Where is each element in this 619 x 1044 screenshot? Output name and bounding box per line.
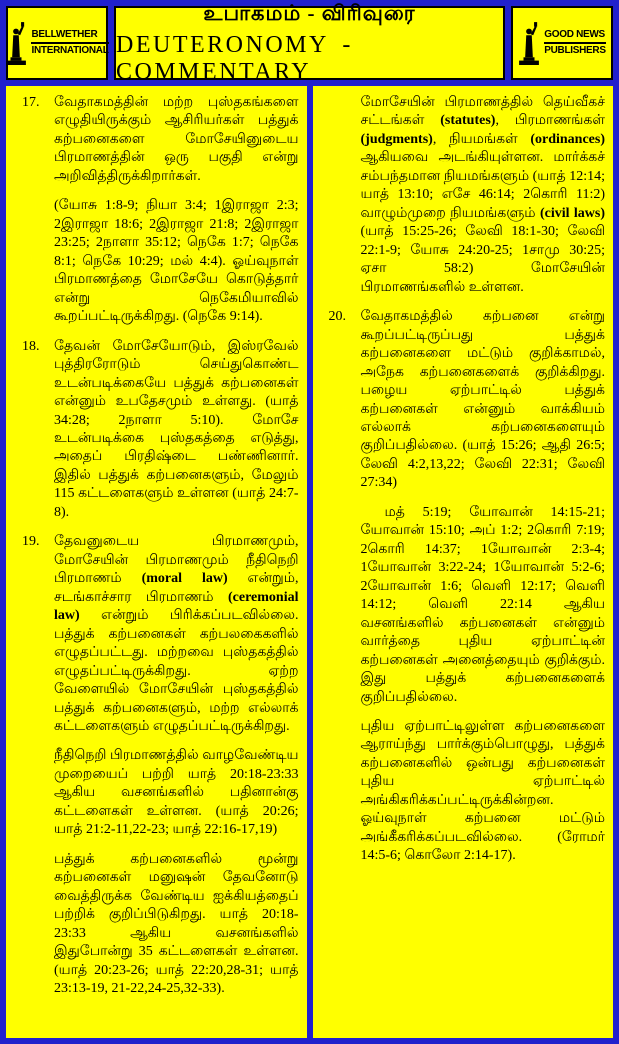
tamil-text: என்றும், சடங்காச்சார பிரமாணம் xyxy=(54,571,299,605)
tamil-text: புதிய ஏற்பாட்டிலுள்ள கற்பனைகளை ஆராய்ந்து பார்க்கும்பொழுது, பத்துக் கற்பனைகளில் ஒன்பது கற்பனைகள் புதிய ஏற்பாட்டில் அங்கிகரிக்கப்பட்டிருக்கின்றன. ஓய்வுநாள் கற்பனை மட்டும் அங்கீகரிக்கப்படவில்லை. (ரோமர் 14:5-6; கொலோ 2:14-17). xyxy=(360,719,605,864)
statue-icon xyxy=(5,16,27,70)
numbered-paragraph xyxy=(321,308,606,493)
page-header xyxy=(6,0,613,85)
paragraph-text xyxy=(54,338,299,523)
paragraph-text xyxy=(54,197,299,326)
item-number xyxy=(321,94,361,297)
logo-line: GOOD NEWS xyxy=(544,29,605,45)
goodnews-logo xyxy=(511,6,613,80)
item-number: 19. xyxy=(22,534,40,550)
tamil-text: ஆகியவை அடங்கியுள்ளன. மார்க்கச் சம்பந்தமான நியமங்களும் (யாத் 12:14; யாத் 13:10; எசே 46:14; 2கொரி 11:2) வாழும்முறை நியமங்களும் xyxy=(360,150,605,221)
goodnews-logo-text xyxy=(544,29,605,58)
logo-line: INTERNATIONAL xyxy=(31,45,109,56)
tamil-text: என்றும் பிரிக்கப்படவில்லை. பத்துக் கற்பனைகள் கற்பலகைகளில் எழுதப்பட்டது. மற்றவை புஸ்தகத்தில் எழுதப்பட்டிருக்கிறது. ஏற்ற வேளையில் மோசேயின் புஸ்தகத்தில் பத்துக் கற்பனைகளும், மற்ற எல்லாக் கட்டளைகளும் எழுதப்பட்டிருக்கிறது. xyxy=(54,608,299,734)
logo-line: BELLWETHER xyxy=(31,29,108,45)
title-box xyxy=(114,0,505,85)
english-term: (moral law) xyxy=(141,571,228,587)
item-number: 17. xyxy=(22,95,40,110)
paragraph xyxy=(14,197,299,326)
paragraph xyxy=(321,94,606,297)
tamil-text: (யாத் 15:25-26; லேவி 18:1-30; லேவி 22:1-9; யோசு 24:20-25; 1சாமு 30:25; ஏசா 58:2) மோசேயின் பிரமாணங்களில் உள்ளன. xyxy=(360,224,605,295)
item-number xyxy=(14,851,54,999)
english-term: (ordinances) xyxy=(530,131,605,147)
paragraph-text xyxy=(54,533,299,736)
english-term: (statutes) xyxy=(440,113,496,129)
item-number: 18. xyxy=(22,338,40,354)
tamil-text: நீதிநெறி பிரமாணத்தில் வாழவேண்டிய முறையைப் பற்றி யாத் 20:18-23:33 ஆகிய வசனங்களில் பதினான்கு கட்டளைகள் உள்ளன. (யாத் 20:26; யாத் 21:2-11,22-23; யாத் 22:16-17,19) xyxy=(54,748,299,838)
tamil-text: , பிரமாணங்கள் xyxy=(495,113,606,129)
numbered-paragraph xyxy=(14,533,299,736)
english-term: (ceremonial law) xyxy=(54,589,299,624)
tamil-text: தேவனுடைய பிரமாணமும், மோசேயின் பிரமாணமும் நீதிநெறி பிரமாணம் xyxy=(54,534,299,587)
paragraph xyxy=(321,504,606,707)
english-term: (judgments) xyxy=(360,131,433,147)
item-number xyxy=(14,747,54,839)
paragraph-text xyxy=(54,851,299,999)
tamil-text: மோசேயின் பிரமாணத்தில் தெய்வீகச் சட்டங்கள் xyxy=(360,95,605,129)
tamil-text: தேவன் மோசேயோடும், இஸ்ரவேல் புத்திரரோடும் செய்துகொண்ட உடன்படிக்கையே பத்துக் கற்பனைகள் என்னும் உபதேசமும் உள்ளது. (யாத் 34:28; 2நாளா 5:10). மோசே உடன்படிக்கை புஸ்தகத்தை எடுத்து, அதைப் பிரதிஷ்டை பண்ணினார். இதில் பத்துக் கற்பனைகளும், மேலும் 115 கட்டளைகளும் உள்ளன (யாத் 24:7-8). xyxy=(54,338,299,520)
item-number xyxy=(321,504,361,707)
tamil-text: (யோசு 1:8-9; நியா 3:4; 1இராஜா 2:3; 2இராஜா 18:6; 2இராஜா 21:8; 2இராஜா 23:25; 2நாளா 35:12; நெகே 1:7; நெகே 8:1; நெகே 10:29; மல் 4:4). ஓய்வுநாள் பிரமாணத்தை மோசேயே கொடுத்தார் என்று நெகேமியாவில் கூறப்பட்டிருக்கிறது. (நெகே 9:14). xyxy=(54,198,299,325)
english-term: (civil laws) xyxy=(539,205,605,221)
item-number xyxy=(14,197,54,326)
tamil-text: பத்துக் கற்பனைகளில் மூன்று கற்பனைகள் மனுஷன் தேவனோடு வைத்திருக்க வேண்டிய ஐக்கியத்தைப் பற்றிக் குறிப்பிடுகிறது. யாத் 20:18-23:33 ஆகிய வசனங்களில் இதுபோன்று 35 கட்டளைகள் உள்ளன. (யாத் 20:23-26; யாத் 22:20,28-31; யாத் 23:13-19, 21-22,24-25,32-33). xyxy=(54,851,299,997)
paragraph-text xyxy=(54,747,299,839)
paragraph-text xyxy=(361,308,606,493)
statue-icon xyxy=(518,16,540,70)
logo-line: PUBLISHERS xyxy=(544,45,606,56)
commentary-body xyxy=(6,86,613,1038)
tamil-text: வேதாகமத்தின் மற்ற புஸ்தகங்களை எழுதியிருக்கும் ஆசிரியர்கள் பத்துக் கற்பனைகளை மோசேயினுடைய பிரமாணத்தின் ஒரு பகுதி என்று அறிவித்திருக்கிறார்கள். xyxy=(54,95,299,184)
item-number xyxy=(321,718,361,866)
tamil-text: வேதாகமத்தில் கற்பனை என்று கூறப்பட்டிருப்பது பத்துக் கற்பனைகளை மட்டும் குறிக்காமல், அநேக கற்பனைகளைக் குறிக்கிறது. பழைய ஏற்பாட்டில் பத்துக் கற்பனைகள் என்னும் வாக்கியம் எல்லாக் கற்பனைகளையும் குறிப்பதில்லை. (யாத் 15:26; ஆதி 26:5; லேவி 4:2,13,22; லேவி 22:31; லேவி 27:34) xyxy=(360,309,605,491)
paragraph xyxy=(321,718,606,866)
bellwether-logo xyxy=(6,6,108,80)
paragraph xyxy=(14,747,299,839)
paragraph-text xyxy=(361,718,606,866)
paragraph xyxy=(14,851,299,999)
paragraph-text xyxy=(54,94,299,186)
page-title-english: DEUTERONOMY - COMMENTARY xyxy=(116,31,353,85)
numbered-paragraph xyxy=(14,94,299,186)
left-column xyxy=(6,86,307,1038)
tamil-text: , நியமங்கள் xyxy=(432,131,531,147)
right-column xyxy=(313,86,614,1038)
page-title-tamil: உபாகமம் - விரிவுரை xyxy=(203,0,416,25)
item-number: 20. xyxy=(328,309,346,325)
paragraph-text xyxy=(361,94,606,297)
bellwether-logo-text xyxy=(31,29,108,58)
numbered-paragraph xyxy=(14,338,299,523)
paragraph-text xyxy=(361,504,606,707)
tamil-text: மத் 5:19; யோவான் 14:15-21; யோவான் 15:10; அப் 1:2; 2கொரி 7:19; 2கொரி 14:37; 1யோவான் 2:3-4; 1யோவான் 3:22-24; 1யோவான் 5:2-6; 2யோவான் 1:6; வெளி 12:17; வெளி 14:12; வெளி 22:14 ஆகிய வசனங்களில் கற்பனைகள் என்னும் வார்த்தை புதிய ஏற்பாட்டின் கற்பனைகள் அனைத்தையும் குறிக்கும். இது பத்துக் கற்பனைகளைக் குறிப்பதில்லை. xyxy=(360,504,605,705)
